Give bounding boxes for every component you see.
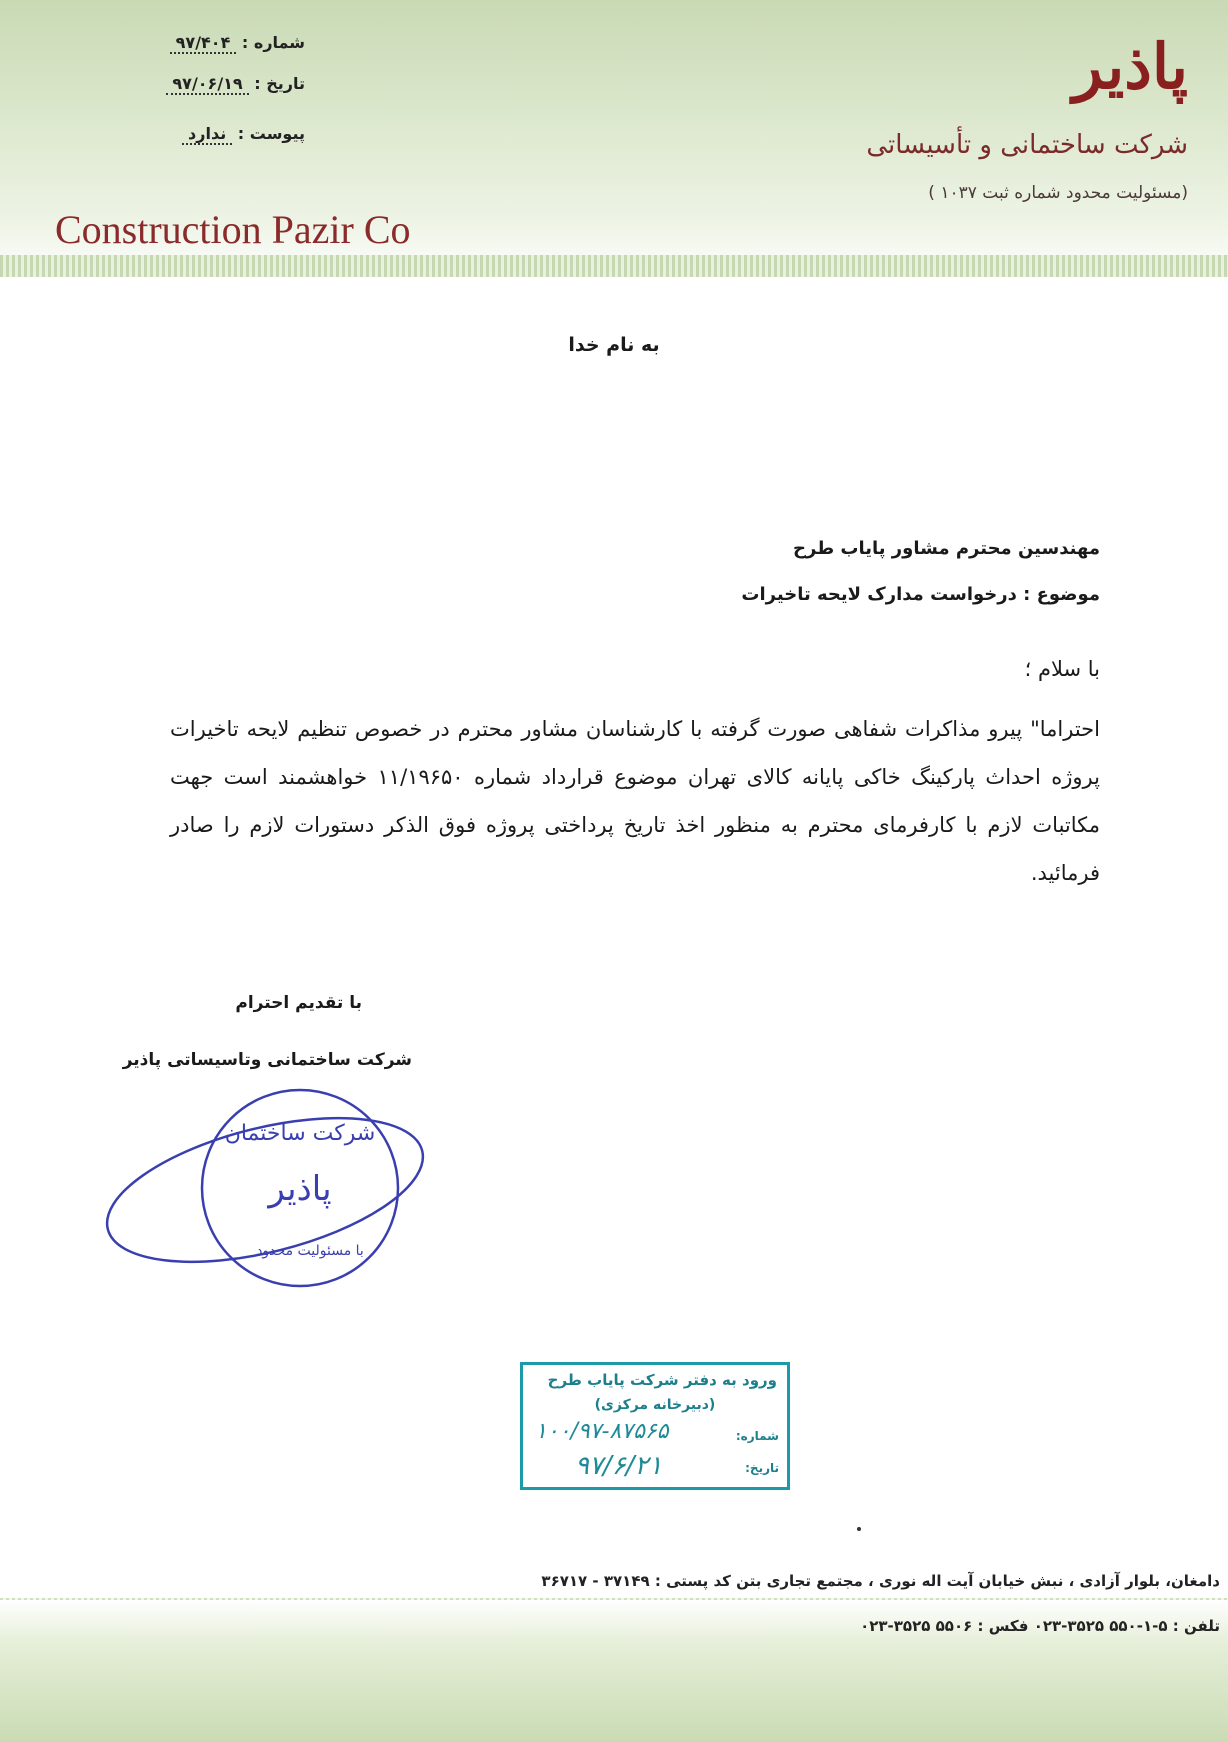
footer-phone: تلفن : ۵-۱-۵۵۰ ۳۵۲۵-۰۲۳ فکس : ۵۵۰۶ ۳۵۲۵-۰۲۳ <box>860 1617 1220 1635</box>
footer-address: دامغان، بلوار آزادی ، نبش خیابان آیت اله نوری ، مجتمع تجاری بتن کد پستی : ۳۷۱۴۹ - ۳۶۷۱۷ <box>541 1572 1220 1590</box>
received-number-value: ۱۰۰/۹۷-۸۷۵۶۵ <box>535 1419 669 1444</box>
company-subtitle: شرکت ساختمانی و تأسیساتی <box>866 130 1188 160</box>
addressee: مهندسین محترم مشاور پایاب طرح <box>793 538 1100 559</box>
received-date-value: ۹۷/۶/۲۱ <box>575 1451 663 1481</box>
letter-date-value: ۹۷/۰۶/۱۹ <box>166 74 248 95</box>
seal-text-center: پاذیر <box>268 1169 332 1209</box>
letter-number-label: شماره : <box>241 33 305 52</box>
bismillah: به نام خدا <box>568 334 660 356</box>
seal-text-top: شرکت ساختمان <box>224 1121 376 1146</box>
received-stamp <box>520 1362 790 1490</box>
received-stamp-subtitle: (دبیرخانه مرکزی) <box>594 1397 716 1413</box>
letter-date-label: تاریخ : <box>254 74 305 93</box>
received-stamp-title: ورود به دفتر شرکت پایاب طرح <box>547 1371 777 1389</box>
greeting: با سلام ؛ <box>1024 657 1100 681</box>
letter-number-value: ۹۷/۴۰۴ <box>170 33 237 54</box>
received-number-label: شماره: <box>735 1429 779 1443</box>
received-date-label: تاریخ: <box>745 1461 779 1475</box>
letter-attachment-label: پیوست : <box>237 124 305 143</box>
letter-date <box>85 74 305 93</box>
letter-attachment <box>85 124 305 143</box>
subject-line: موضوع : درخواست مدارک لایحه تاخیرات <box>741 584 1100 605</box>
company-logo-fa: پاذیر <box>1072 30 1188 103</box>
ink-dot <box>857 1527 861 1531</box>
closing-phrase: با تقدیم احترام <box>235 993 362 1013</box>
company-seal <box>100 1070 440 1300</box>
company-name-en: Construction Pazir Co <box>55 207 411 252</box>
letter-number <box>85 33 305 52</box>
signer-company: شرکت ساختمانی وتاسیساتی پاذیر <box>122 1050 412 1070</box>
letter-body: احتراما" پیرو مذاکرات شفاهی صورت گرفته با کارشناسان مشاور محترم در خصوص تنظیم لایحه تاخیرات پروژه احداث پارکینگ خاکی پایانه کالای تهران موضوع قرارداد شماره ۱۱/۱۹۶۵۰ خواهشمند است جهت مکاتبات لازم با کارفرمای محترم به منظور اخذ تاریخ پرداختی پروژه فوق الذکر دستورات لازم را صادر فرمائید. <box>170 717 1100 885</box>
letter-attachment-value: ندارد <box>182 124 232 145</box>
company-registration: (مسئولیت محدود شماره ثبت ۱۰۳۷ ) <box>928 183 1188 203</box>
header-divider <box>0 255 1228 277</box>
seal-text-bottom: با مسئولیت محدود <box>256 1243 364 1259</box>
